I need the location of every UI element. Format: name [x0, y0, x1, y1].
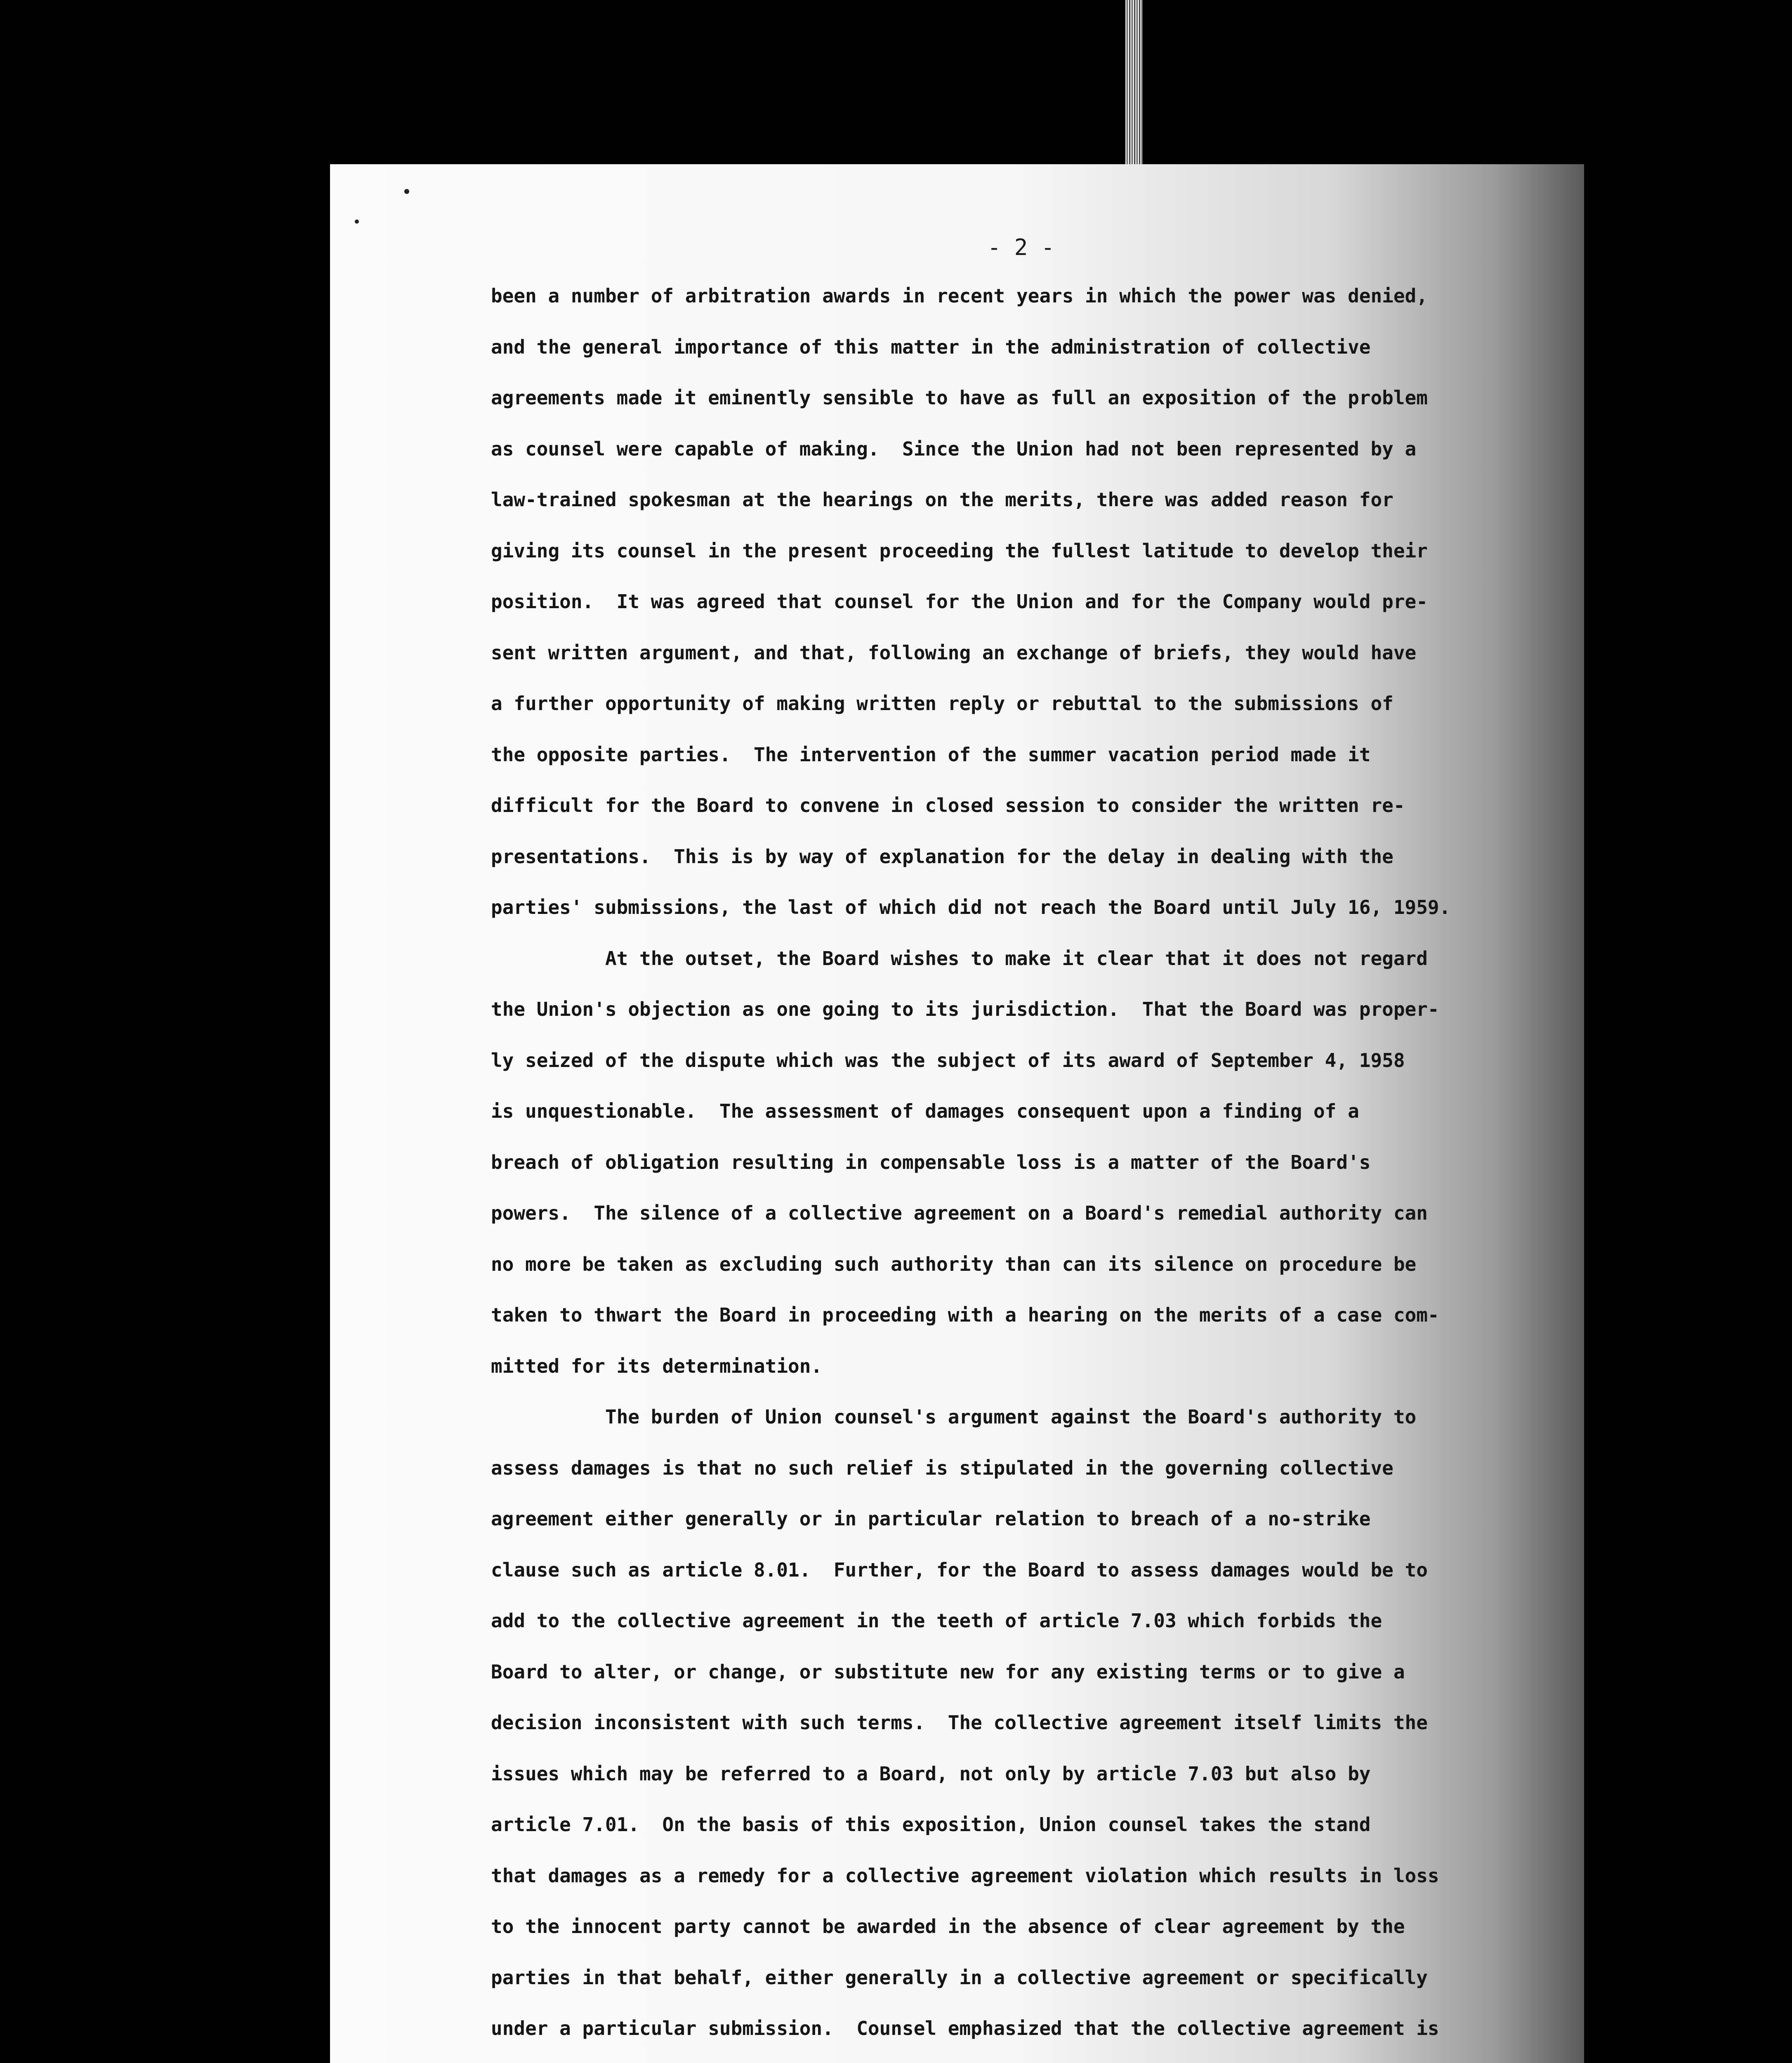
text-line: been a number of arbitration awards in recent years in which the power was denied, — [491, 285, 1428, 307]
text-line: taken to thwart the Board in proceeding with a hearing on the merits of a case com- — [491, 1304, 1439, 1326]
text-line: add to the collective agreement in the teeth of article 7.03 which forbids the — [491, 1610, 1382, 1632]
text-line: under a particular submission. Counsel emphasized that the collective agreement is — [491, 2017, 1439, 2039]
text-line: parties in that behalf, either generally in a collective agreement or specifically — [491, 1966, 1428, 1989]
text-line: difficult for the Board to convene in closed session to consider the written re- — [491, 794, 1405, 817]
speck-mark — [355, 220, 359, 224]
text-line: sent written argument, and that, following an exchange of briefs, they would have — [491, 641, 1417, 664]
text-line — [491, 2054, 1530, 2063]
text-line: the Union's objection as one going to its jurisdiction. That the Board was proper- — [491, 998, 1439, 1020]
film-edge-top — [1125, 0, 1143, 165]
document-body — [491, 271, 1530, 2063]
text-line: agreements made it eminently sensible to have as full an exposition of the problem — [491, 387, 1428, 409]
text-line: giving its counsel in the present proceeding the fullest latitude to develop their — [491, 539, 1428, 562]
text-line: presentations. This is by way of explanation for the delay in dealing with the — [491, 845, 1394, 868]
speck-mark — [404, 189, 409, 194]
text-line: and the general importance of this matter in the administration of collective — [491, 335, 1371, 358]
text-line: parties' submissions, the last of which did not reach the Board until July 16, 1959. — [491, 896, 1451, 918]
text-line: a further opportunity of making written reply or rebuttal to the submissions of — [491, 692, 1394, 715]
text-line: decision inconsistent with such terms. The collective agreement itself limits the — [491, 1711, 1428, 1734]
text-line: Board to alter, or change, or substitute new for any existing terms or to give a — [491, 1660, 1405, 1683]
text-line: is unquestionable. The assessment of damages consequent upon a finding of a — [491, 1100, 1359, 1122]
text-line: position. It was agreed that counsel for the Union and for the Company would pre- — [491, 590, 1428, 613]
text-line: mitted for its determination. — [491, 1355, 823, 1377]
text-line: ly seized of the dispute which was the subject of its award of September 4, 1958 — [491, 1049, 1405, 1072]
text-line: clause such as article 8.01. Further, for the Board to assess damages would be to — [491, 1558, 1428, 1581]
text-line: issues which may be referred to a Board, not only by article 7.03 but also by — [491, 1762, 1371, 1785]
text-line: powers. The silence of a collective agreement on a Board's remedial authority can — [491, 1202, 1428, 1224]
text-line: law-trained spokesman at the hearings on the merits, there was added reason for — [491, 489, 1394, 511]
text-line: as counsel were capable of making. Since the Union had not been represented by a — [491, 437, 1417, 460]
text-line: that damages as a remedy for a collective agreement violation which results in loss — [491, 1864, 1439, 1887]
text-line: to the innocent party cannot be awarded in the absence of clear agreement by the — [491, 1915, 1405, 1938]
text-line: The burden of Union counsel's argument against the Board's authority to — [491, 1406, 1417, 1428]
text-line: the opposite parties. The intervention of the summer vacation period made it — [491, 743, 1371, 766]
document-page — [330, 164, 1584, 2063]
page-number: - 2 - — [987, 234, 1055, 260]
text-line: At the outset, the Board wishes to make it clear that it does not regard — [491, 947, 1428, 970]
text-line: breach of obligation resulting in compensable loss is a matter of the Board's — [491, 1151, 1371, 1173]
text-line: agreement either generally or in particular relation to breach of a no-strike — [491, 1508, 1371, 1530]
text-line: no more be taken as excluding such authority than can its silence on procedure be — [491, 1253, 1417, 1275]
text-line: article 7.01. On the basis of this exposition, Union counsel takes the stand — [491, 1813, 1371, 1836]
text-line: assess damages is that no such relief is stipulated in the governing collective — [491, 1456, 1394, 1479]
